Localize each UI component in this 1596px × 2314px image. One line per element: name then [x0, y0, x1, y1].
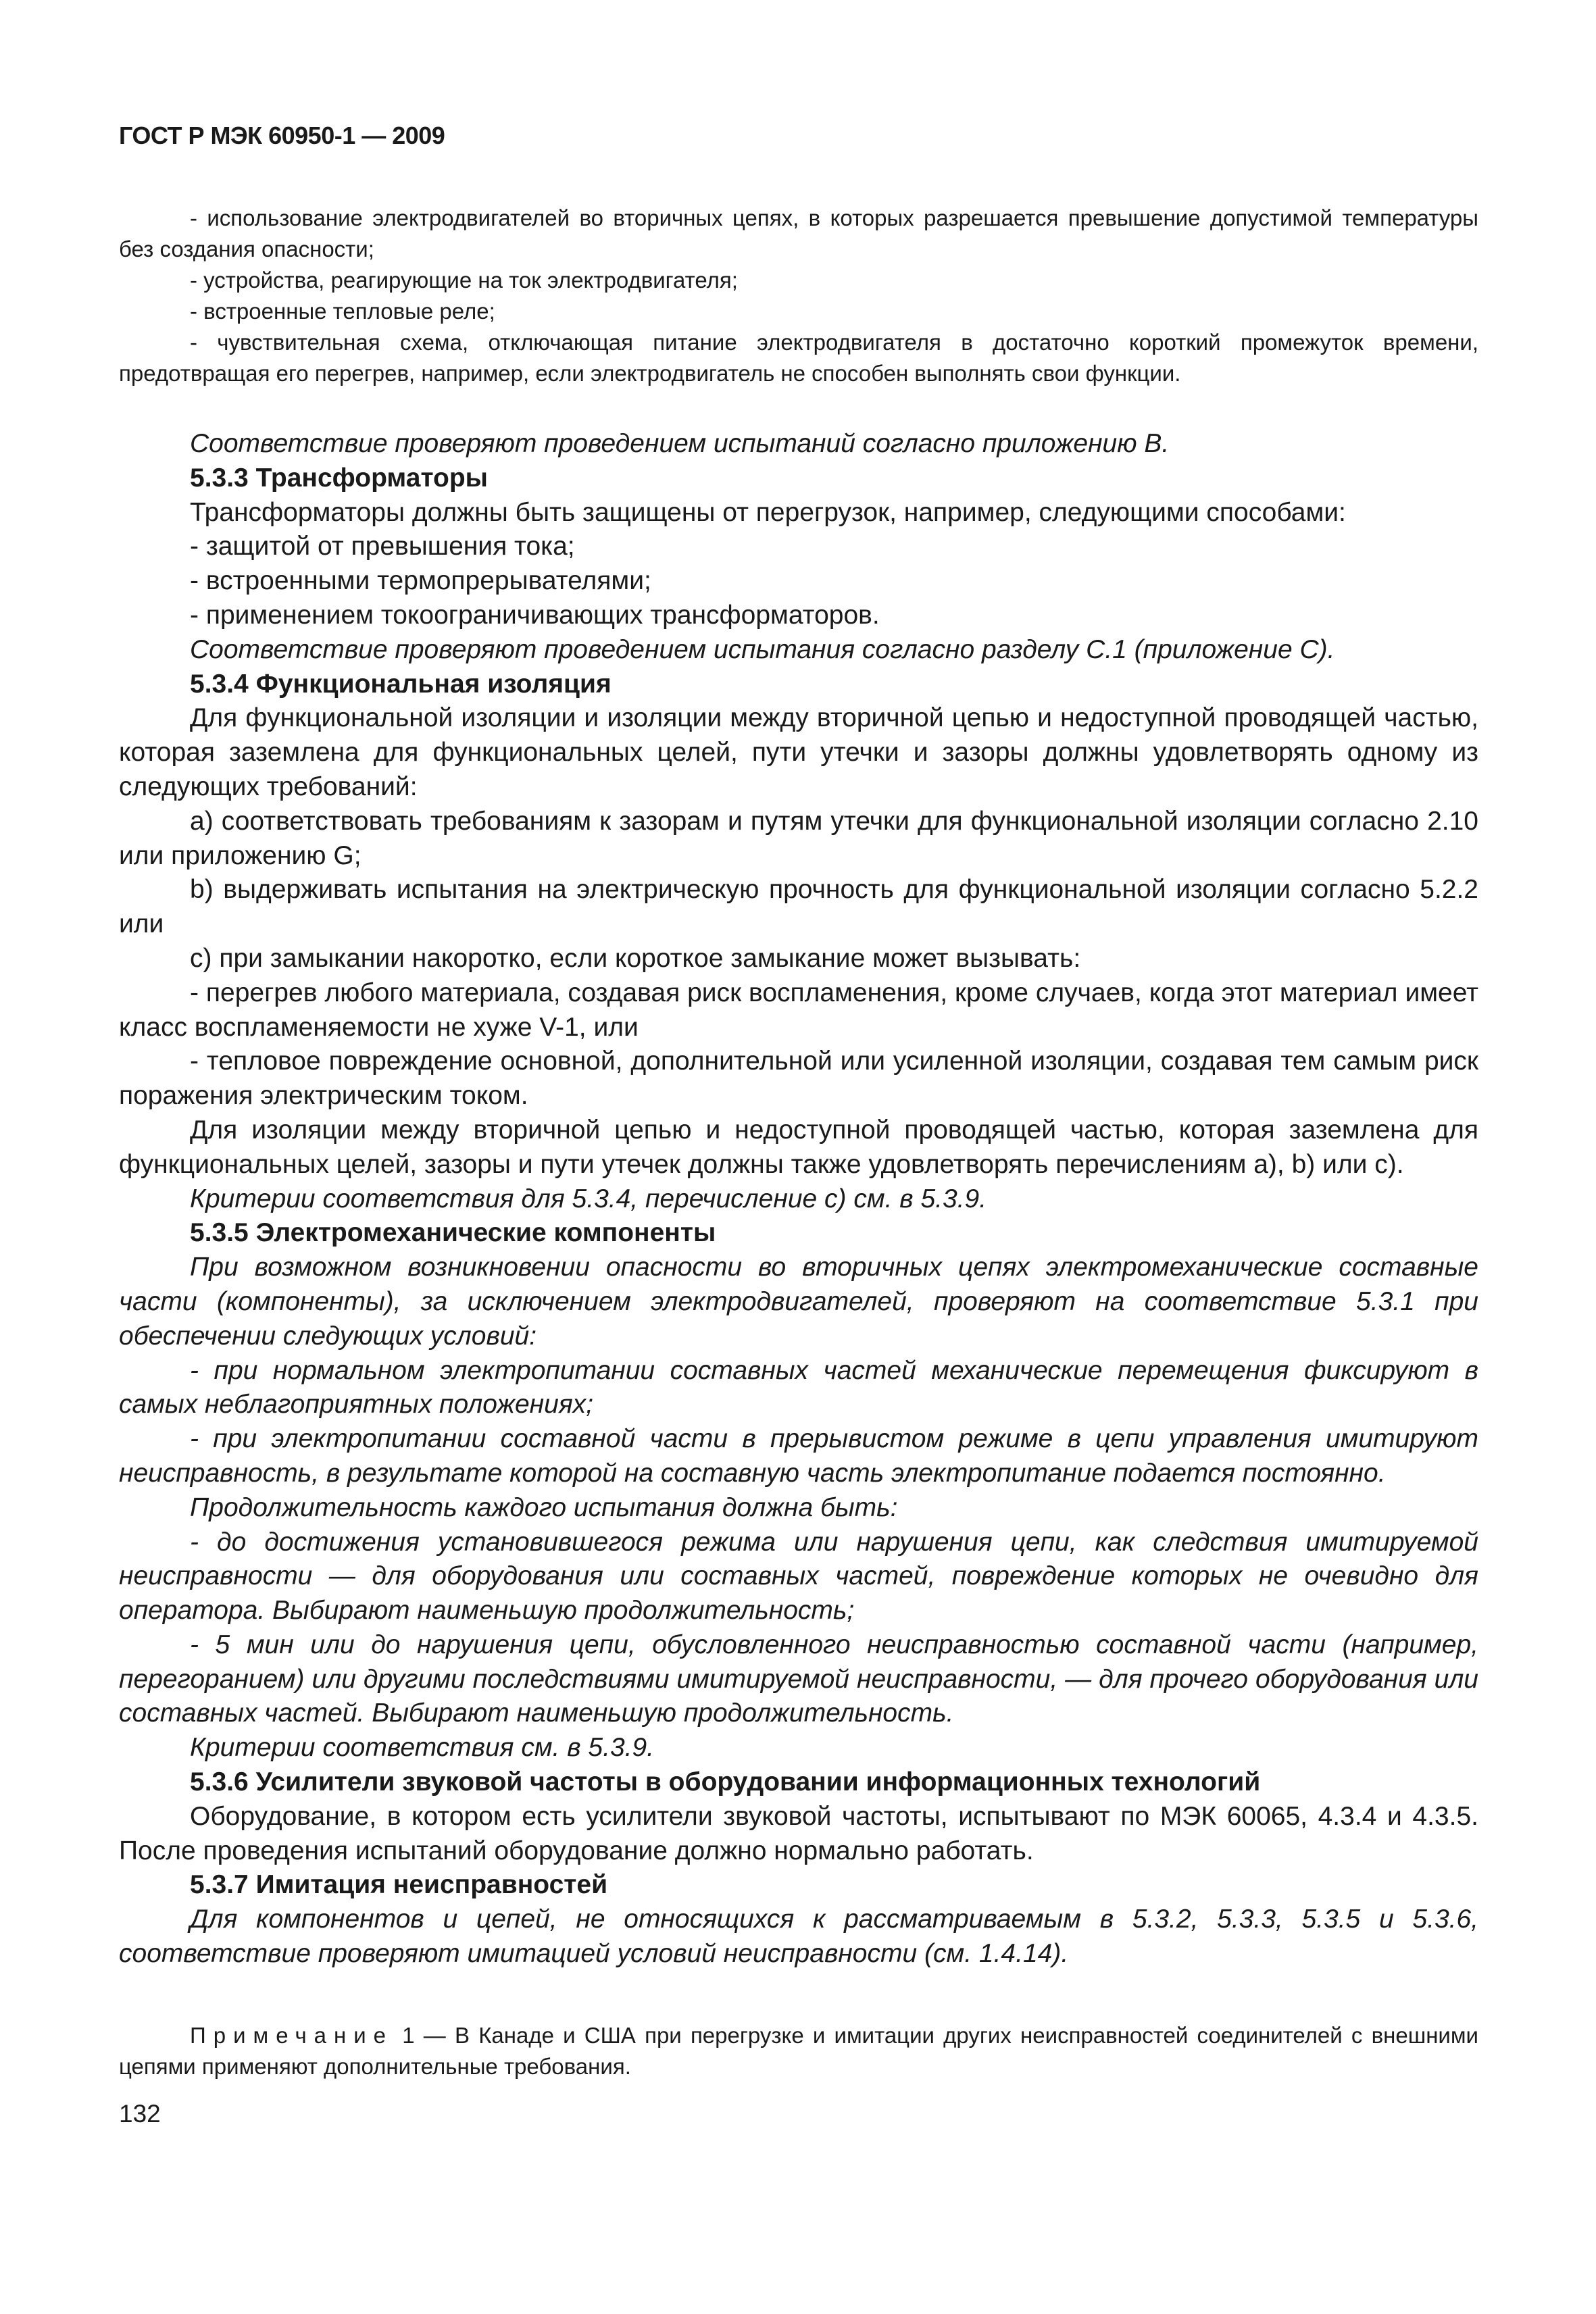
body-paragraph: Для компонентов и цепей, не относящихся к рассматриваемым в 5.3.2, 5.3.3, 5.3.5 и 5.3.6, соответствие проверяют имитацией условий неисправности (см. 1.4.14).: [119, 1905, 1478, 1969]
document-header: ГОСТ Р МЭК 60950-1 — 2009: [119, 122, 445, 149]
body-paragraph: b) выдерживать испытания на электрическую прочность для функциональной изоляции согласно 5.2.2 или: [119, 875, 1478, 939]
note-text: 1 — В Канаде и США при перегрузке и имитации других неисправностей соединителей с внешними цепями применяют дополнительные требования.: [119, 2023, 1478, 2079]
body-paragraph: - защитой от превышения тока;: [190, 532, 575, 561]
body-paragraph: Трансформаторы должны быть защищены от перегрузок, например, следующими способами:: [190, 497, 1346, 527]
page-number: 132: [119, 2100, 161, 2128]
body-paragraph: Оборудование, в котором есть усилители звуковой частоты, испытывают по МЭК 60065, 4.3.4 и 4.3.5. После проведения испытаний оборудование должно нормально работать.: [119, 1801, 1478, 1865]
section-heading: 5.3.4 Функциональная изоляция: [190, 669, 612, 699]
body-paragraph: Критерии соответствия см. в 5.3.9.: [190, 1733, 654, 1763]
body-paragraph: - перегрев любого материала, создавая риск воспламенения, кроме случаев, когда этот материал имеет класс воспламеняемости не хуже V-1, или: [119, 978, 1478, 1042]
intro-list: [119, 203, 1478, 389]
section-heading: 5.3.5 Электромеханические компоненты: [190, 1218, 716, 1248]
section-heading: 5.3.3 Трансформаторы: [190, 463, 488, 493]
note-paragraph: [119, 2020, 1478, 2082]
intro-item: - устройства, реагирующие на ток электродвигателя;: [190, 268, 738, 293]
body-paragraph: - тепловое повреждение основной, дополнительной или усиленной изоляции, создавая тем самым риск поражения электрическим током.: [119, 1047, 1478, 1111]
body-paragraph: Для функциональной изоляции и изоляции между вторичной цепью и недоступной проводящей частью, которая заземлена для функциональных целей, пути утечки и зазоры должны удовлетворять одному из следующих требований:: [119, 703, 1478, 801]
body-paragraph: а) соответствовать требованиям к зазорам и путям утечки для функциональной изоляции согласно 2.10 или приложению G;: [119, 806, 1478, 870]
body-paragraph: Соответствие проверяют проведением испытания согласно разделу С.1 (приложение С).: [190, 634, 1335, 664]
section-heading: 5.3.7 Имитация неисправностей: [190, 1870, 608, 1900]
intro-item: - чувствительная схема, отключающая питание электродвигателя в достаточно короткий промежуток времени, предотвращая его перегрев, например, если электродвигатель не способен выполнять свои функции.: [119, 330, 1478, 386]
body-paragraph: - при нормальном электропитании составных частей механические перемещения фиксируют в самых неблагоприятных положениях;: [119, 1355, 1478, 1419]
body-paragraph: Для изоляции между вторичной цепью и недоступной проводящей частью, которая заземлена для функциональных целей, зазоры и пути утечек должны также удовлетворять перечислениям а), b) или с).: [119, 1115, 1478, 1179]
body-paragraph: - применением токоограничивающих трансформаторов.: [190, 600, 880, 630]
body-paragraph: - до достижения установившегося режима или нарушения цепи, как следствия имитируемой неисправности — для оборудования или составных частей, повреждение которых не очевидно для оператора. Выбирают наименьшую продолжительность;: [119, 1527, 1478, 1626]
body-paragraph: с) при замыкании накоротко, если короткое замыкание может вызывать:: [190, 943, 1081, 973]
body-paragraph: Продолжительность каждого испытания должна быть:: [190, 1492, 898, 1522]
body-paragraph: Соответствие проверяют проведением испытаний согласно приложению В.: [190, 429, 1170, 458]
section-heading: 5.3.6 Усилители звуковой частоты в оборудовании информационных технологий: [190, 1767, 1261, 1797]
body-text: [119, 427, 1478, 1971]
body-paragraph: При возможном возникновении опасности во вторичных цепях электромеханические составные части (компоненты), за исключением электродвигателей, проверяют на соответствие 5.3.1 при обеспечении следующих условий:: [119, 1253, 1478, 1351]
intro-item: - использование электродвигателей во вторичных цепях, в которых разрешается превышение допустимой температуры без создания опасности;: [119, 205, 1478, 261]
body-paragraph: Критерии соответствия для 5.3.4, перечисление с) см. в 5.3.9.: [190, 1184, 987, 1213]
body-paragraph: - при электропитании составной части в прерывистом режиме в цепи управления имитируют неисправность, в результате которой на составную часть электропитание подается постоянно.: [119, 1424, 1478, 1488]
note-label: Примечание: [190, 2023, 394, 2048]
intro-item: - встроенные тепловые реле;: [190, 299, 495, 324]
body-paragraph: - встроенными термопрерывателями;: [190, 566, 651, 596]
body-paragraph: - 5 мин или до нарушения цепи, обусловленного неисправностью составной части (например, перегоранием) или другими последствиями имитируемой неисправности, — для прочего оборудования или составных частей. Выбирают наименьшую продолжительность.: [119, 1630, 1478, 1728]
